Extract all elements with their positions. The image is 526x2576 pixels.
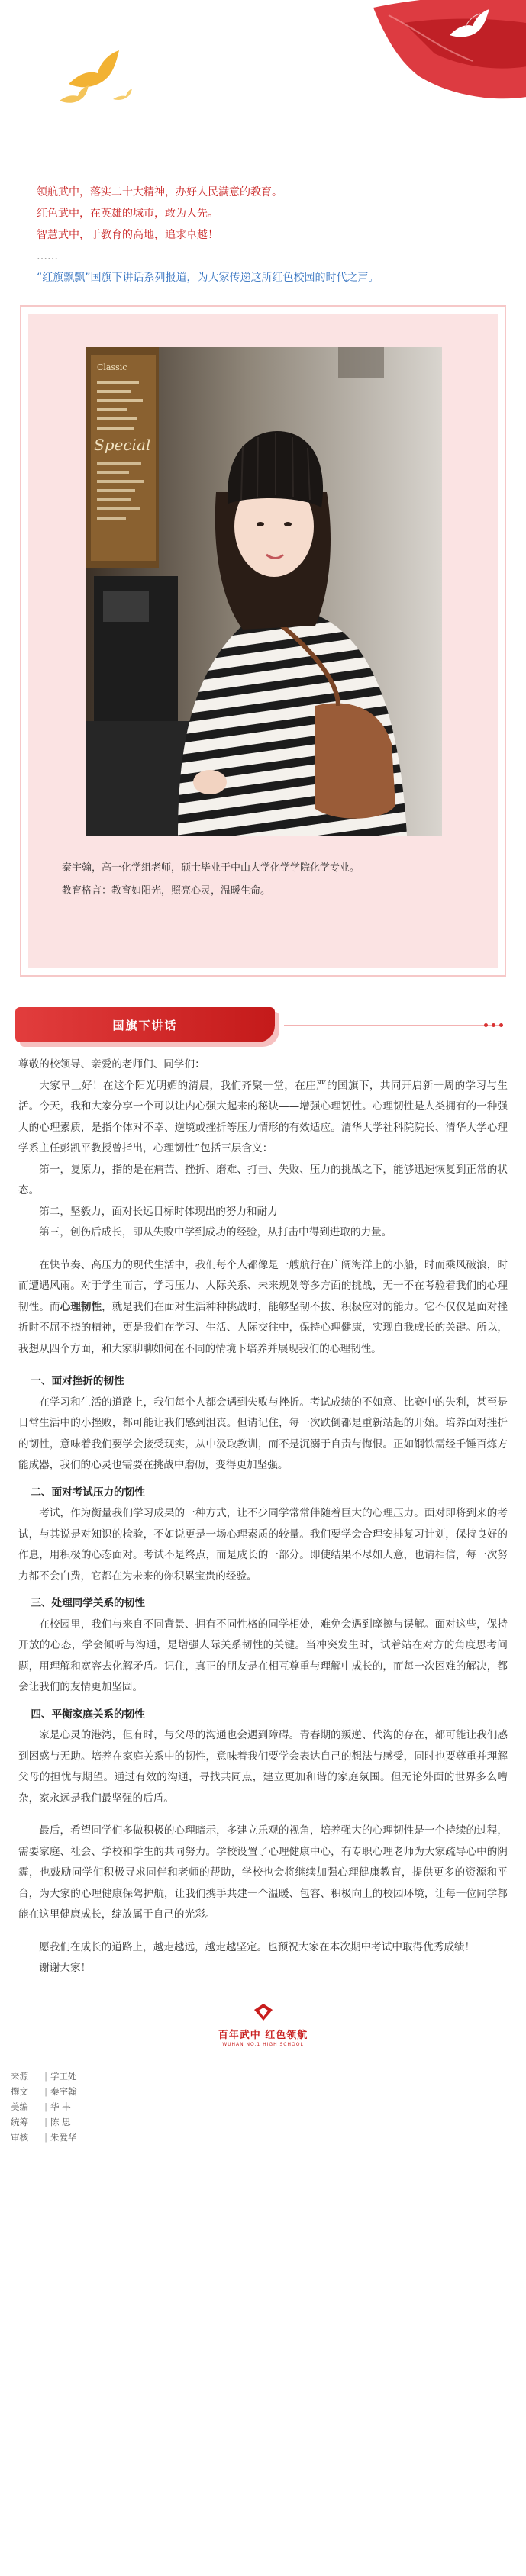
speech-paragraph: 第二，坚毅力，面对长远目标时体现出的努力和耐力 — [39, 1205, 278, 1218]
teacher-caption — [62, 857, 482, 903]
speech-paragraph: 愿我们在成长的道路上，越走越远，越走越坚定。也预祝大家在本次期中考试中取得优秀成绩！ — [39, 1940, 476, 1953]
speech-text: 在快节奏、高压力的现代生活中，我们每个人都像是一艘航行在广阔海洋上的小船，时而乘风破浪，时而遭遇风雨。对于学生而言，学习压力、人际关系、未来规划等多方面的挑战，无一不在考验着我们的心理韧性。而 — [18, 1258, 508, 1313]
credit-row: 来源 | 学工处 — [11, 2069, 515, 2084]
intro-ellipsis: …… — [37, 250, 58, 262]
speech-paragraph: 第一，复原力，指的是在痛苦、挫折、磨难、打击、失败、压力的挑战之下，能够迅速恢复到正常的状态。 — [18, 1163, 508, 1196]
section-heading: 一、面对挫折的韧性 — [31, 1375, 124, 1387]
section-header — [0, 995, 526, 1045]
speech-paragraph: 最后，希望同学们多做积极的心理暗示，多建立乐观的视角，培养强大的心理韧性是一个持续的过程，需要家庭、社会、学校和学生的共同努力。学校设置了心理健康中心，有专职心理老师为大家疏导心中的阴霾，也鼓励同学们积极寻求同伴和老师的帮助，学校也会将继续加强心理健康教育，提供更多的资源和平台，为大家的心理健康保驾护航，让我们携手共建一个温暖、包容、积极向上的校园环境，让每一位同学都能在这里健康成长，绽放属于自己的光彩。 — [18, 1824, 508, 1921]
credit-label: 审核 — [11, 2131, 28, 2143]
teacher-photo — [86, 347, 442, 836]
speech-text: ，就是我们在面对生活种种挑战时，能够坚韧不拔、积极应对的能力。它不仅仅是面对挫折时不屈不挠的精神，更是我们在学习、生活、人际交往中，保持心理健康，实现自我成长的关键。所以，我想从四个方面，和大家聊聊如何在不同的情境下培养并展现我们的心理韧性。 — [18, 1300, 508, 1355]
speech-paragraph: 家是心灵的港湾，但有时，与父母的沟通也会遇到障碍。青春期的叛逆、代沟的存在，都可能让我们感到困惑与无助。培养在家庭关系中的韧性，意味着我们要学会表达自己的想法与感受，同时也要尊重并理解父母的担忧与期望。通过有效的沟通，寻找共同点，建立更加和谐的家庭氛围。但无论外面的世界多么嘈杂，家永远是我们最坚强的后盾。 — [18, 1729, 508, 1805]
credit-label: 美编 — [11, 2101, 28, 2112]
credit-label: 撰文 — [11, 2085, 28, 2097]
card-pink-background — [28, 314, 498, 968]
credit-row: 统筹 | 陈 思 — [11, 2114, 515, 2130]
speech-emphasis: 心理韧性 — [60, 1300, 102, 1313]
school-logo — [187, 2002, 340, 2047]
credit-row: 撰文 | 秦宇翰 — [11, 2084, 515, 2099]
golden-dove-icon — [53, 46, 137, 114]
teacher-bio: 秦宇翰，高一化学组老师，硕士毕业于中山大学化学学院化学专业。 — [62, 862, 360, 874]
speech-paragraph: 第三，创伤后成长，即从失败中学到成功的经验，从打击中得到进取的力量。 — [39, 1226, 392, 1238]
credit-row: 审核 | 朱爱华 — [11, 2130, 515, 2145]
teacher-motto: 教育格言：教育如阳光，照亮心灵，温暖生命。 — [62, 885, 271, 897]
speech-paragraph: 大家早上好！在这个阳光明媚的清晨，我们齐聚一堂，在庄严的国旗下，共同开启新一周的学习与生活。今天，我和大家分享一个可以让内心强大起来的秘诀——增强心理韧性。心理韧性是人类拥有的一种强大的心理素质，是指个体对不幸、逆境或挫折等压力情形的有效适应。清华大学社科院院长、清华大学心理学系主任彭凯平教授曾指出，心理韧性”包括三层含义： — [18, 1079, 508, 1154]
credits — [0, 2069, 526, 2145]
logo-subtitle: WUHAN NO.1 HIGH SCHOOL — [222, 2041, 304, 2047]
school-emblem-icon — [252, 2002, 275, 2022]
section-heading: 三、处理同学关系的韧性 — [31, 1597, 145, 1609]
credit-value: 华 丰 — [50, 2101, 71, 2112]
credit-label: 统筹 — [11, 2116, 28, 2127]
intro-line: 领航武中，落实二十大精神，办好人民满意的教育。 — [37, 186, 282, 198]
menu-board-title: Classic — [97, 362, 127, 372]
speech-paragraph: 在校园里，我们与来自不同背景、拥有不同性格的同学相处，难免会遇到摩擦与误解。面对这些，保持开放的心态，学会倾听与沟通，是增强人际关系韧性的关键。当冲突发生时，试着站在对方的角度思考问题，用理解和宽容去化解矛盾。记住，真正的朋友是在相互尊重与理解中成长的，而每一次困难的解决，都会让我们的友情更加坚固。 — [18, 1618, 508, 1693]
speech-paragraph: 考试，作为衡量我们学习成果的一种方式，让不少同学常常伴随着巨大的心理压力。面对即将到来的考试，与其说是对知识的检验，不如说更是一场心理素质的较量。我们要学会合理安排复习计划，保持良好的作息，用积极的心态面对。考试不是终点，而是成长的一部分。即使结果不尽如人意，也请相信，每一次努力都不会白费，它都在为未来的你积累宝贵的经验。 — [18, 1507, 508, 1583]
section-divider-line — [284, 1025, 503, 1026]
intro-line: 红色武中，在英雄的城市，敢为人先。 — [37, 208, 218, 220]
section-heading: 二、面对考试压力的韧性 — [31, 1486, 145, 1499]
red-flag-brush-decoration — [343, 0, 526, 107]
speech-article — [0, 1055, 526, 1979]
logo-slogan: 百年武中 红色领航 — [218, 2029, 308, 2041]
section-heading: 四、平衡家庭关系的韧性 — [31, 1708, 145, 1721]
intro-line: 智慧武中，于教育的高地，追求卓越！ — [37, 229, 218, 241]
credit-row: 美编 | 华 丰 — [11, 2099, 515, 2114]
dove-icon — [442, 5, 495, 50]
section-dots-decoration — [473, 1020, 503, 1029]
speech-greeting: 尊敬的校领导、亲爱的老师们、同学们： — [18, 1058, 205, 1071]
credit-label: 来源 — [11, 2070, 28, 2082]
teacher-profile-card — [20, 305, 506, 977]
header-decoration — [0, 0, 526, 153]
intro-block — [0, 182, 526, 288]
speech-paragraph — [18, 1255, 508, 1360]
credit-value: 学工处 — [50, 2070, 77, 2082]
menu-board-label: Special — [94, 436, 151, 454]
teacher-photo-illustration — [86, 347, 442, 836]
credit-value: 秦宇翰 — [50, 2085, 77, 2097]
series-note: “红旗飘飘”国旗下讲话系列报道，为大家传递这所红色校园的时代之声。 — [37, 272, 379, 284]
credit-value: 朱爱华 — [50, 2131, 77, 2143]
speech-closing: 谢谢大家！ — [39, 1962, 92, 1974]
speech-paragraph: 在学习和生活的道路上，我们每个人都会遇到失败与挫折。考试成绩的不如意、比赛中的失利，甚至是日常生活中的小挫败，都可能让我们感到沮丧。但请记住，每一次跌倒都是重新站起的开始。培养面对挫折的韧性，意味着我们要学会接受现实，从中汲取教训，而不是沉溺于自责与悔恨。正如钢铁需经千锤百炼方能成器，我们的心灵也需要在挑战中磨砺，变得更加坚强。 — [18, 1396, 508, 1471]
section-banner: 国旗下讲话 — [15, 1007, 275, 1042]
credit-value: 陈 思 — [50, 2116, 71, 2127]
